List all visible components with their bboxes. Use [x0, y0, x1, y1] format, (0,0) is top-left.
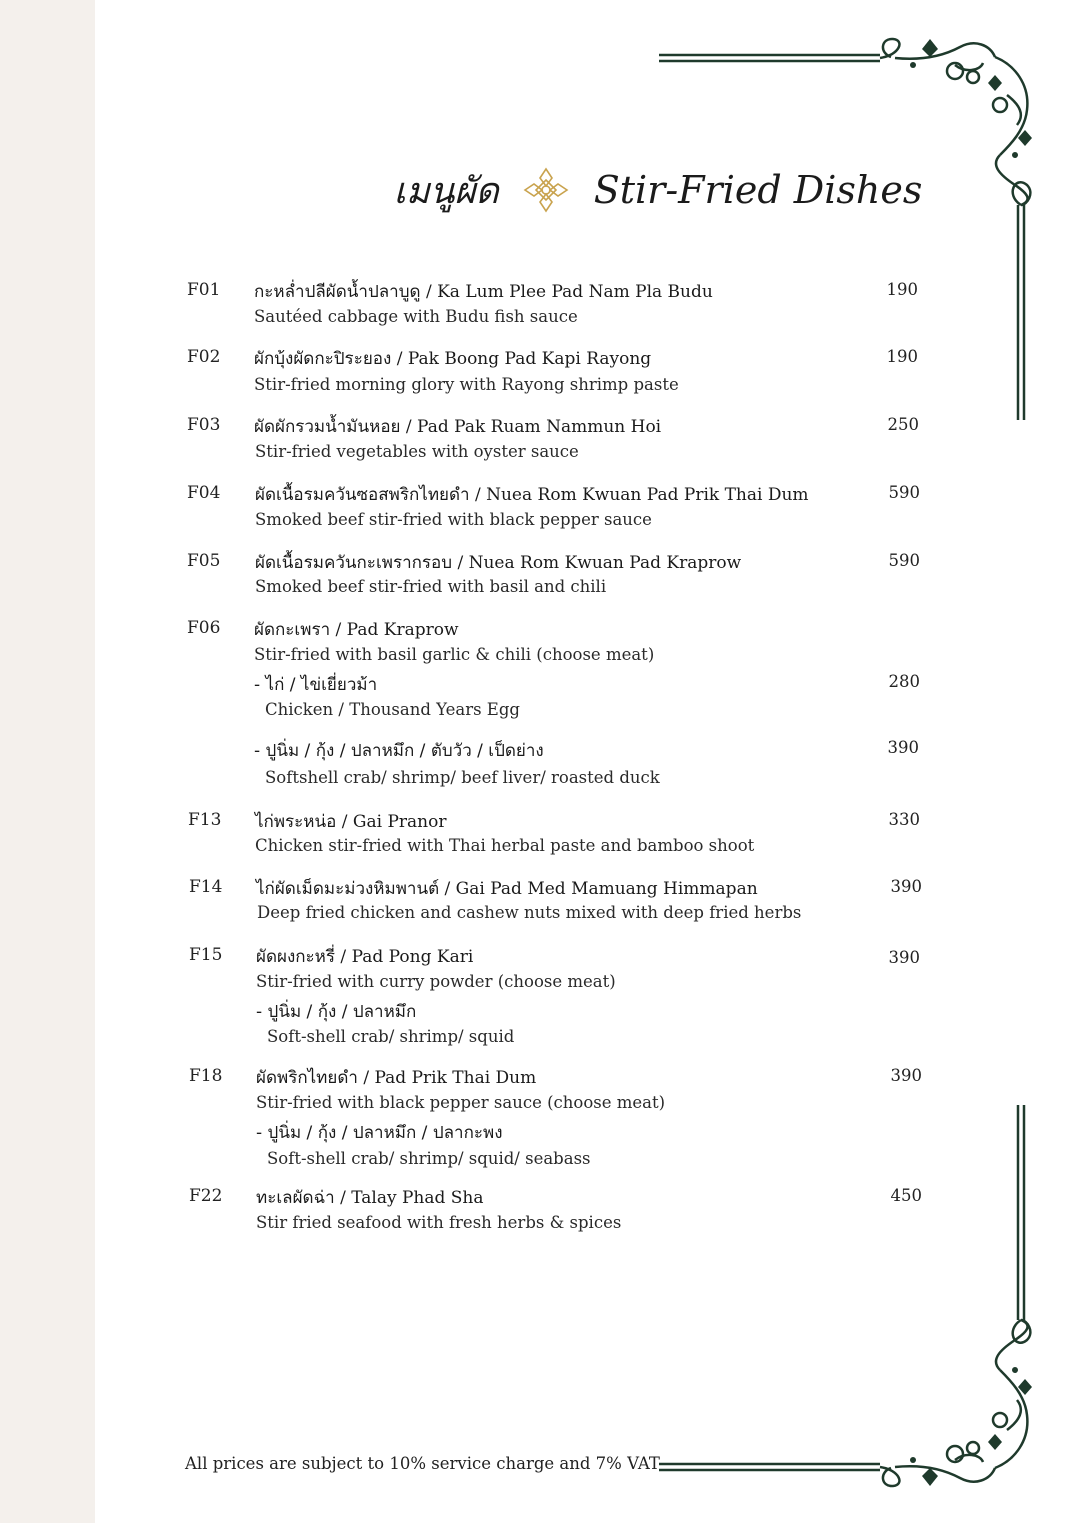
item-name-english: / Nuea Rom Kwuan Pad Prik Thai Dum: [469, 485, 809, 505]
item-option-thai: - ไก่ / ไข่เยี่ยวม้า: [254, 675, 378, 695]
item-name-english: / Pad Pong Kari: [335, 947, 474, 967]
item-option-price: 280: [888, 672, 920, 691]
item-code: F14: [189, 877, 223, 897]
item-price: 250: [887, 415, 919, 434]
item-description: Chicken stir-fried with Thai herbal paste and bamboo shoot: [255, 836, 755, 855]
item-description: Stir-fried morning glory with Rayong shrimp paste: [254, 375, 679, 394]
item-name-thai: ผัดกะเพรา: [254, 620, 331, 640]
item-name-english: / Talay Phad Sha: [334, 1188, 484, 1208]
item-name-english: / Pak Boong Pad Kapi Rayong: [391, 349, 652, 369]
item-option-english: Softshell crab/ shrimp/ beef liver/ roasted duck: [265, 768, 660, 787]
item-option-price: 390: [887, 738, 919, 757]
item-option-thai: - ปูนิ่ม / กุ้ง / ปลาหมึก / ปลากะพง: [256, 1123, 503, 1143]
item-description: Smoked beef stir-fried with basil and chili: [255, 577, 607, 596]
item-name-english: / Pad Pak Ruam Nammun Hoi: [400, 417, 662, 437]
item-description: Stir-fried vegetables with oyster sauce: [255, 442, 579, 461]
item-name-thai: ผักบุ้งผัดกะปิระยอง: [254, 349, 392, 369]
item-price: 330: [888, 810, 920, 829]
item-code: F18: [189, 1066, 223, 1086]
item-description: Smoked beef stir-fried with black pepper sauce: [255, 510, 652, 529]
title-thai: เมนูผัด: [393, 171, 499, 212]
item-description: Stir-fried with curry powder (choose meat): [256, 972, 616, 991]
item-price: 590: [888, 551, 920, 570]
item-name-english: / Gai Pad Med Mamuang Himmapan: [439, 879, 758, 899]
item-name: [255, 808, 446, 835]
item-price: 390: [890, 1066, 922, 1085]
item-name: [254, 413, 661, 440]
item-name-thai: ผัดเนื้อรมควันซอสพริกไทยดำ: [255, 485, 470, 505]
item-code: F13: [188, 810, 222, 830]
item-code: F22: [189, 1186, 223, 1206]
item-price: 190: [886, 280, 918, 299]
item-name-english: / Gai Pranor: [336, 812, 447, 832]
item-name-english: / Pad Kraprow: [330, 620, 459, 640]
item-name: [254, 278, 713, 305]
item-name: [256, 943, 473, 970]
item-description: Stir fried seafood with fresh herbs & spices: [256, 1213, 622, 1232]
item-description: Deep fried chicken and cashew nuts mixed with deep fried herbs: [257, 903, 802, 922]
item-name: [254, 616, 459, 643]
item-name-english: / Ka Lum Plee Pad Nam Pla Budu: [420, 282, 713, 302]
item-price: 590: [888, 483, 920, 502]
item-name-english: / Pad Prik Thai Dum: [357, 1068, 537, 1088]
item-price: 190: [886, 347, 918, 366]
item-option-thai: - ปูนิ่ม / กุ้ง / ปลาหมึก / ตับวัว / เป็ดย่าง: [254, 741, 544, 761]
corner-ornament-bottom-icon: [655, 1100, 1045, 1490]
item-code: F03: [187, 415, 221, 435]
item-name-thai: ผัดผักรวมน้ำมันหอย: [254, 417, 401, 437]
item-name-thai: ไก่ผัดเม็ดมะม่วงหิมพานต์: [256, 879, 440, 899]
item-name: [255, 481, 809, 508]
item-name-thai: ทะเลผัดฉ่า: [256, 1188, 335, 1208]
item-price: 390: [888, 948, 920, 967]
item-name-thai: ไก่พระหน่อ: [255, 812, 337, 832]
item-code: F15: [189, 945, 223, 965]
item-code: F01: [187, 280, 221, 300]
item-name-thai: กะหล่ำปลีผัดน้ำปลาบูดู: [254, 282, 421, 302]
item-code: F05: [187, 551, 221, 571]
item-description: Stir-fried with basil garlic & chili (choose meat): [254, 645, 655, 664]
title-english: Stir-Fried Dishes: [593, 168, 923, 212]
item-description: Sautéed cabbage with Budu fish sauce: [254, 307, 578, 326]
item-name-thai: ผัดพริกไทยดำ: [256, 1068, 358, 1088]
item-name: [256, 1184, 484, 1211]
page-title: [0, 150, 1076, 230]
item-name-thai: ผัดเนื้อรมควันกะเพรากรอบ: [255, 553, 453, 573]
item-option-english: Chicken / Thousand Years Egg: [265, 700, 520, 719]
footer-note: All prices are subject to 10% service charge and 7% VAT: [185, 1454, 660, 1473]
item-code: F04: [187, 483, 221, 503]
item-option-english: Soft-shell crab/ shrimp/ squid: [267, 1027, 515, 1046]
item-option-english: Soft-shell crab/ shrimp/ squid/ seabass: [267, 1149, 591, 1168]
item-code: F06: [187, 618, 221, 638]
item-description: Stir-fried with black pepper sauce (choose meat): [256, 1093, 666, 1112]
item-name-english: / Nuea Rom Kwuan Pad Kraprow: [452, 553, 742, 573]
item-name: [256, 1064, 536, 1091]
thai-flower-emblem-icon: [522, 166, 570, 214]
item-price: 450: [890, 1186, 922, 1205]
item-name: [256, 875, 758, 902]
item-name: [254, 345, 651, 372]
item-option-thai: - ปูนิ่ม / กุ้ง / ปลาหมึก: [256, 1002, 417, 1022]
item-price: 390: [890, 877, 922, 896]
item-name: [255, 549, 741, 576]
item-name-thai: ผัดผงกะหรี่: [256, 947, 336, 967]
item-code: F02: [187, 347, 221, 367]
